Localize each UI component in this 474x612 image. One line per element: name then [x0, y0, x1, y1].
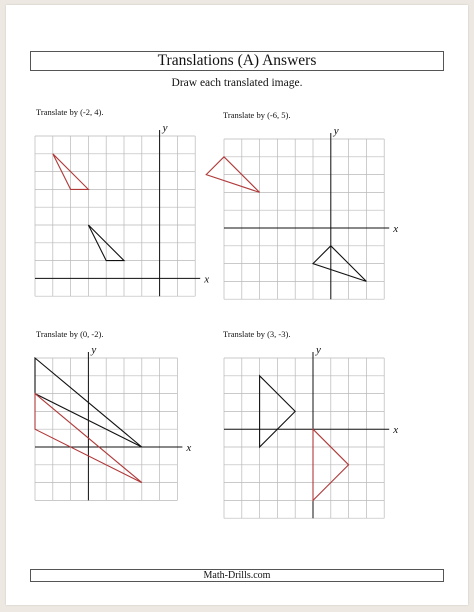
problem-2-x-axis-label: x [393, 223, 399, 235]
problem-3-y-axis-label: y [91, 344, 97, 356]
footer-site: Math-Drills.com [30, 569, 444, 582]
problem-2-y-axis-label: y [333, 125, 339, 137]
problem-1-x-axis-label: x [204, 273, 210, 286]
problem-3-label: Translate by (0, -2). [36, 329, 104, 339]
problem-4-y-axis-label: y [316, 344, 321, 356]
problem-4-x-axis-label: x [393, 424, 399, 437]
problem-1-y-axis-label: y [162, 122, 168, 134]
problem-4-label: Translate by (3, -3). [223, 329, 291, 339]
worksheet-title: Translations (A) Answers [30, 51, 444, 71]
problem-1-label: Translate by (-2, 4). [36, 107, 104, 117]
instructions-text: Draw each translated image. [171, 77, 303, 89]
problem-3-x-axis-label: x [186, 442, 192, 454]
problem-2-label: Translate by (-6, 5). [223, 110, 291, 120]
